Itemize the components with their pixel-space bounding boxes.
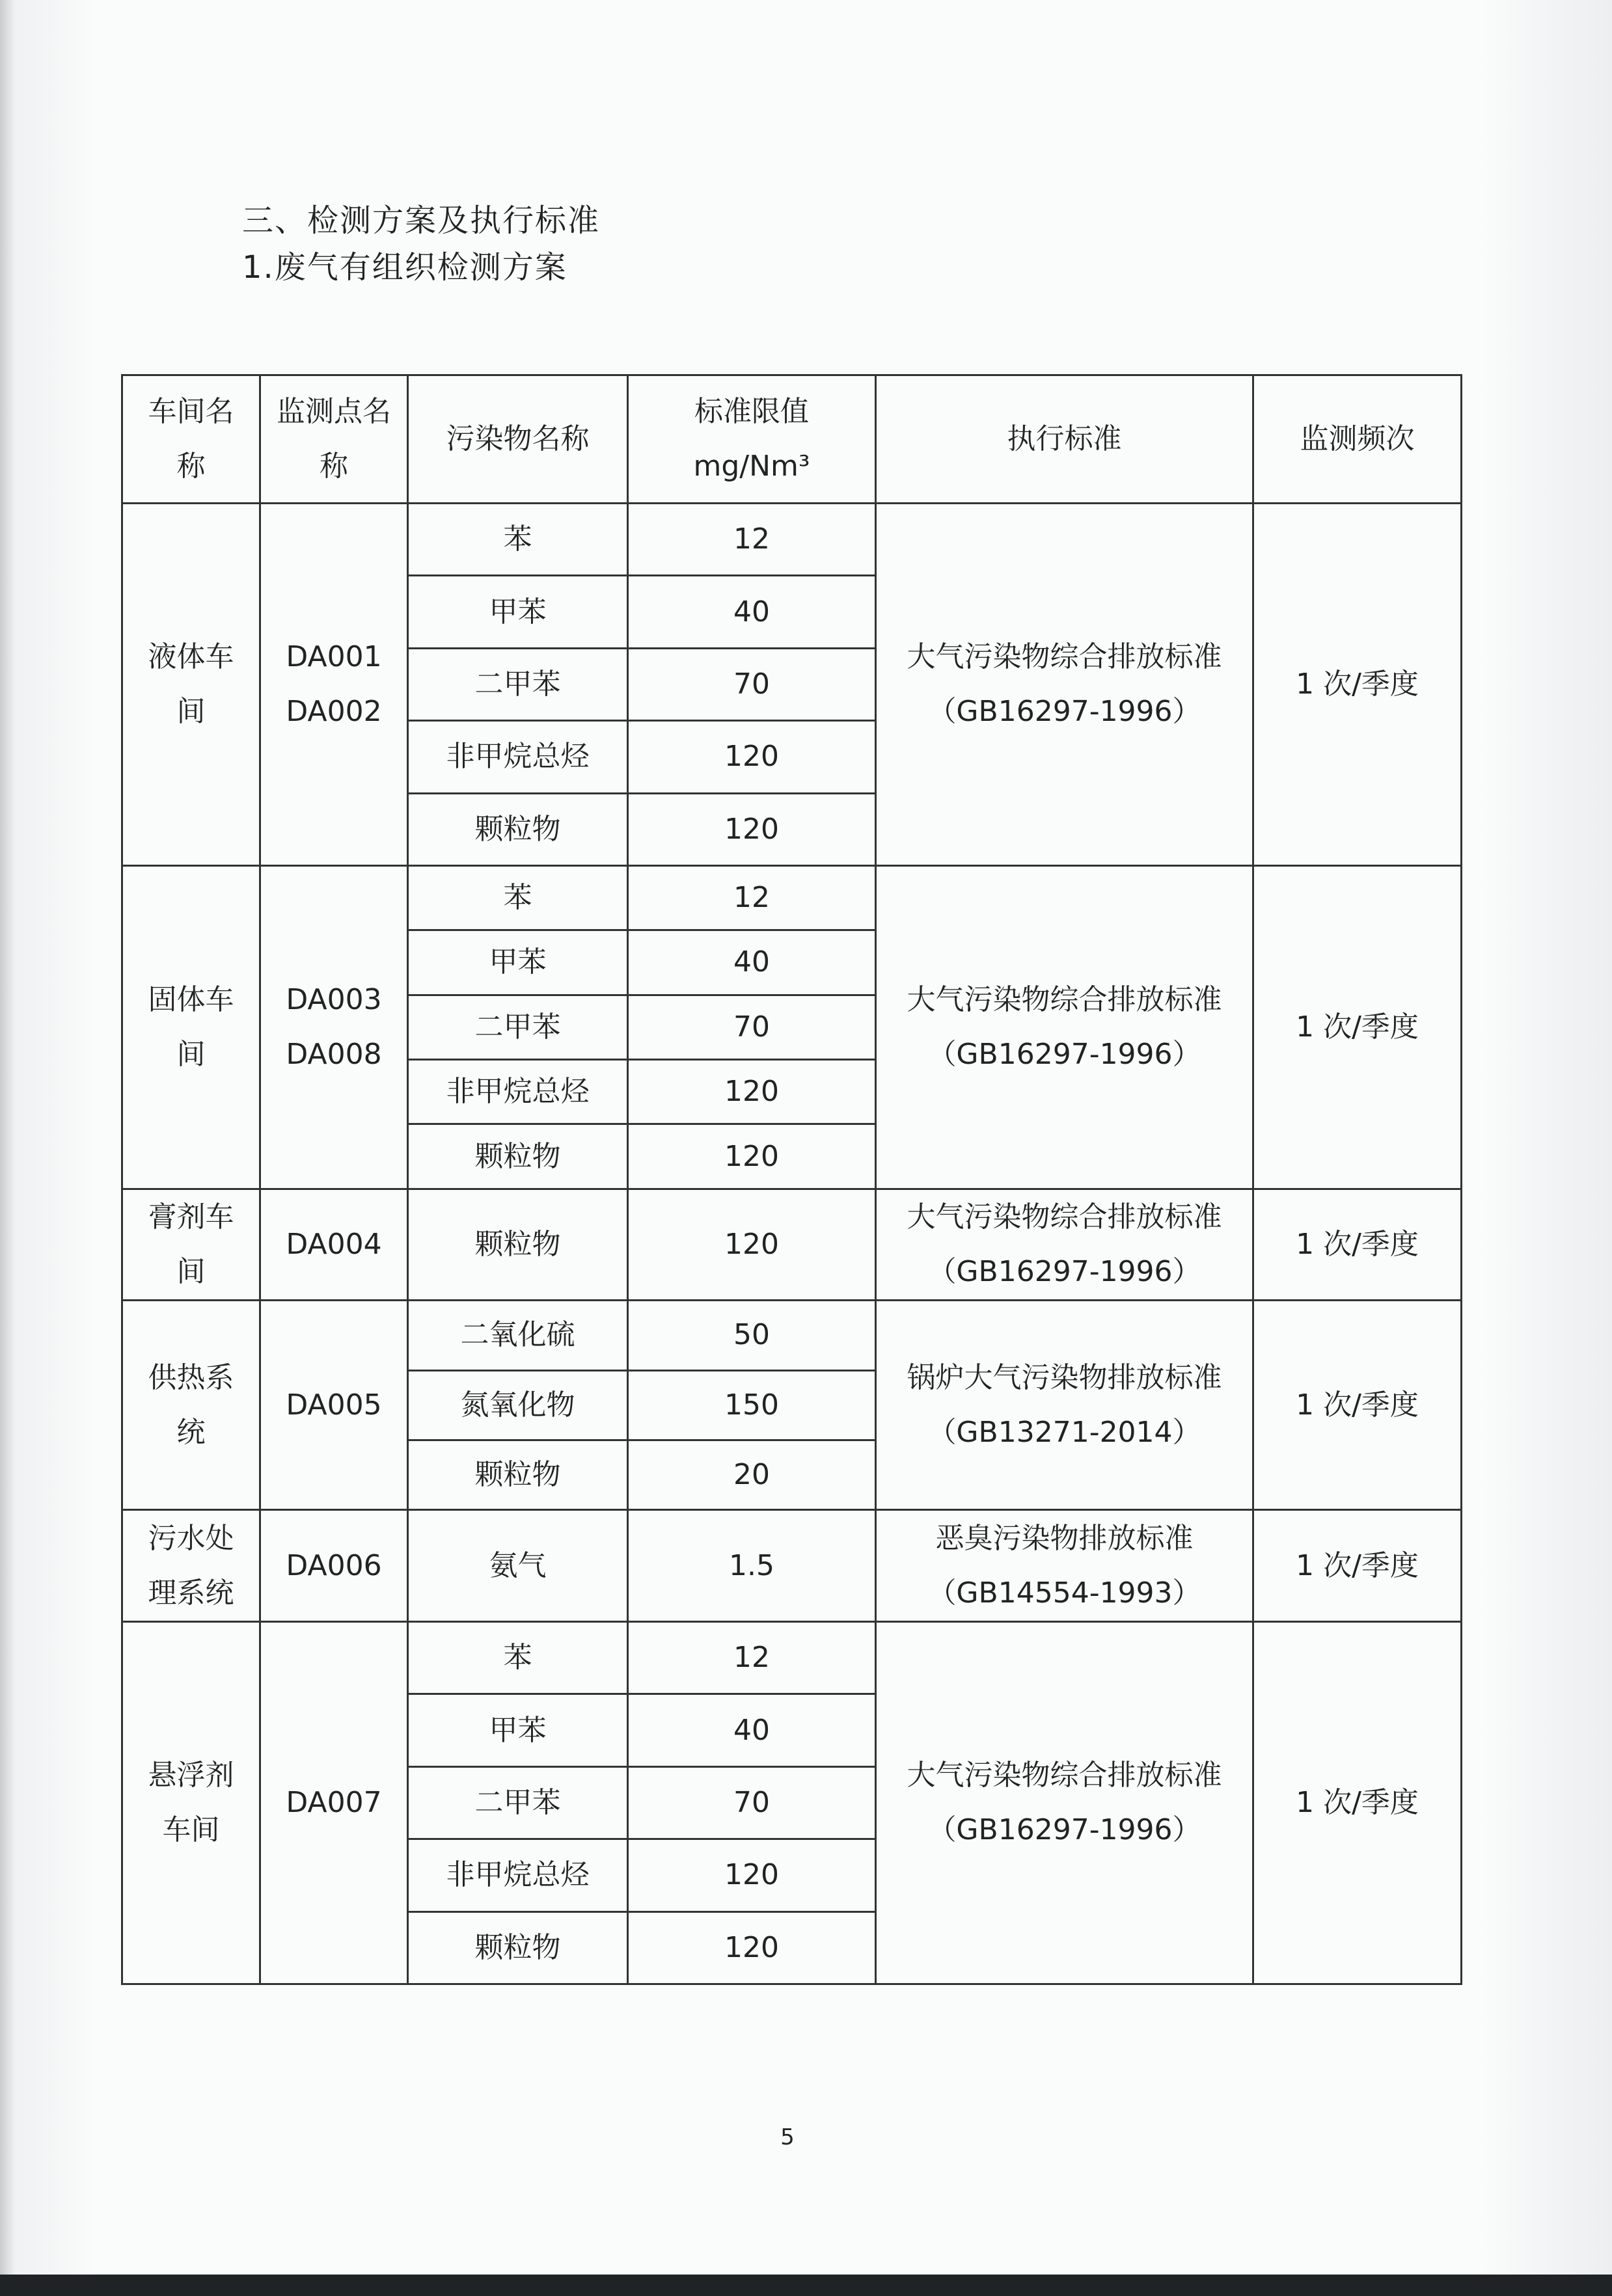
- limit-cell: 20: [628, 1440, 876, 1510]
- standard-cell: [876, 1189, 1253, 1301]
- limit-cell: 12: [628, 504, 876, 576]
- table-row: [122, 865, 1462, 930]
- workshop-cell: 液体车间: [122, 504, 260, 866]
- section-heading: 三、检测方案及执行标准: [242, 202, 601, 239]
- limit-cell: 120: [628, 1839, 876, 1911]
- limit-cell: 70: [628, 995, 876, 1059]
- standard-name: 锅炉大气污染物排放标准: [907, 1360, 1222, 1394]
- scan-edge-shadow: [0, 0, 14, 2296]
- header-monitoring-point: 监测点名称: [260, 375, 408, 504]
- monitoring-point-code: DA001: [286, 640, 382, 673]
- monitoring-point-code: DA006: [286, 1548, 382, 1582]
- page-number: 5: [780, 2124, 795, 2150]
- limit-cell: 120: [628, 1189, 876, 1301]
- pollutant-cell: 氨气: [408, 1510, 628, 1622]
- table-row: [122, 1189, 1462, 1301]
- standard-name: 大气污染物综合排放标准: [907, 982, 1222, 1016]
- pollutant-cell: 颗粒物: [408, 1440, 628, 1510]
- limit-cell: 12: [628, 1621, 876, 1694]
- workshop-cell: 膏剂车间: [122, 1189, 260, 1301]
- standard-cell: [876, 865, 1253, 1189]
- table-row: [122, 1510, 1462, 1622]
- monitoring-point-code: DA007: [286, 1785, 382, 1819]
- standard-code: （GB16297-1996）: [927, 1813, 1201, 1846]
- standard-name: 大气污染物综合排放标准: [907, 1200, 1222, 1234]
- pollutant-cell: 二氧化硫: [408, 1301, 628, 1370]
- monitoring-point-code: DA004: [286, 1227, 382, 1261]
- monitoring-point-cell: [260, 1189, 408, 1301]
- pollutant-cell: 氮氧化物: [408, 1370, 628, 1440]
- pollutant-cell: 非甲烷总烃: [408, 1059, 628, 1124]
- header-workshop: 车间名称: [122, 375, 260, 504]
- frequency-cell: 1 次/季度: [1253, 1189, 1462, 1301]
- pollutant-cell: 非甲烷总烃: [408, 1839, 628, 1911]
- monitoring-point-code: DA003: [286, 982, 382, 1016]
- standard-name: 大气污染物综合排放标准: [907, 1758, 1222, 1792]
- monitoring-point-cell: [260, 504, 408, 866]
- monitoring-point-code: DA002: [286, 694, 382, 728]
- standard-name: 恶臭污染物排放标准: [935, 1521, 1194, 1555]
- limit-cell: 40: [628, 576, 876, 648]
- limit-cell: 70: [628, 1766, 876, 1839]
- pollutant-cell: 颗粒物: [408, 1189, 628, 1301]
- standard-cell: [876, 504, 1253, 866]
- standard-code: （GB16297-1996）: [927, 694, 1201, 728]
- frequency-cell: 1 次/季度: [1253, 1621, 1462, 1984]
- header-limit-label: 标准限值: [694, 395, 809, 428]
- limit-cell: 50: [628, 1301, 876, 1370]
- frequency-cell: 1 次/季度: [1253, 865, 1462, 1189]
- pollutant-cell: 甲苯: [408, 1694, 628, 1766]
- header-limit-unit: mg/Nm³: [693, 450, 810, 483]
- frequency-cell: 1 次/季度: [1253, 1301, 1462, 1510]
- header-pollutant: 污染物名称: [408, 375, 628, 504]
- monitoring-point-code: DA005: [286, 1388, 382, 1422]
- limit-cell: 40: [628, 930, 876, 995]
- limit-cell: 40: [628, 1694, 876, 1766]
- pollutant-cell: 甲苯: [408, 576, 628, 648]
- table-row: [122, 504, 1462, 576]
- pollutant-cell: 二甲苯: [408, 1766, 628, 1839]
- table-header-row: [122, 375, 1462, 504]
- header-frequency: 监测频次: [1253, 375, 1462, 504]
- limit-cell: 120: [628, 721, 876, 793]
- monitoring-point-cell: [260, 865, 408, 1189]
- monitoring-point-cell: [260, 1510, 408, 1622]
- monitoring-point-code: DA008: [286, 1037, 382, 1071]
- table-body: [122, 504, 1462, 1984]
- limit-cell: 150: [628, 1370, 876, 1440]
- monitoring-point-cell: [260, 1621, 408, 1984]
- pollutant-cell: 二甲苯: [408, 648, 628, 720]
- table-row: [122, 1621, 1462, 1694]
- standard-cell: [876, 1301, 1253, 1510]
- pollutant-cell: 苯: [408, 865, 628, 930]
- pollutant-cell: 苯: [408, 504, 628, 576]
- pollutant-cell: 颗粒物: [408, 1911, 628, 1984]
- header-standard: 执行标准: [876, 375, 1253, 504]
- standard-name: 大气污染物综合排放标准: [907, 640, 1222, 673]
- pollutant-cell: 非甲烷总烃: [408, 721, 628, 793]
- pollutant-cell: 颗粒物: [408, 793, 628, 865]
- pollutant-cell: 二甲苯: [408, 995, 628, 1059]
- limit-cell: 12: [628, 865, 876, 930]
- table-row: [122, 1301, 1462, 1370]
- limit-cell: 120: [628, 1059, 876, 1124]
- frequency-cell: 1 次/季度: [1253, 1510, 1462, 1622]
- pollutant-cell: 苯: [408, 1621, 628, 1694]
- limit-cell: 120: [628, 793, 876, 865]
- limit-cell: 120: [628, 1911, 876, 1984]
- limit-cell: 120: [628, 1124, 876, 1189]
- standard-code: （GB16297-1996）: [927, 1037, 1201, 1071]
- pollutant-cell: 甲苯: [408, 930, 628, 995]
- standard-code: （GB13271-2014）: [927, 1415, 1201, 1449]
- workshop-cell: 污水处理系统: [122, 1510, 260, 1622]
- workshop-cell: 供热系统: [122, 1301, 260, 1510]
- subsection-heading: 1.废气有组织检测方案: [242, 249, 567, 286]
- header-limit: [628, 375, 876, 504]
- limit-cell: 1.5: [628, 1510, 876, 1622]
- standard-cell: [876, 1621, 1253, 1984]
- scan-bottom-edge: [0, 2275, 1612, 2296]
- standard-code: （GB16297-1996）: [927, 1254, 1201, 1288]
- standard-code: （GB14554-1993）: [927, 1576, 1201, 1610]
- limit-cell: 70: [628, 648, 876, 720]
- workshop-cell: 固体车间: [122, 865, 260, 1189]
- workshop-cell: 悬浮剂车间: [122, 1621, 260, 1984]
- monitoring-point-cell: [260, 1301, 408, 1510]
- standard-cell: [876, 1510, 1253, 1622]
- monitoring-plan-table: [121, 374, 1462, 1985]
- frequency-cell: 1 次/季度: [1253, 504, 1462, 866]
- pollutant-cell: 颗粒物: [408, 1124, 628, 1189]
